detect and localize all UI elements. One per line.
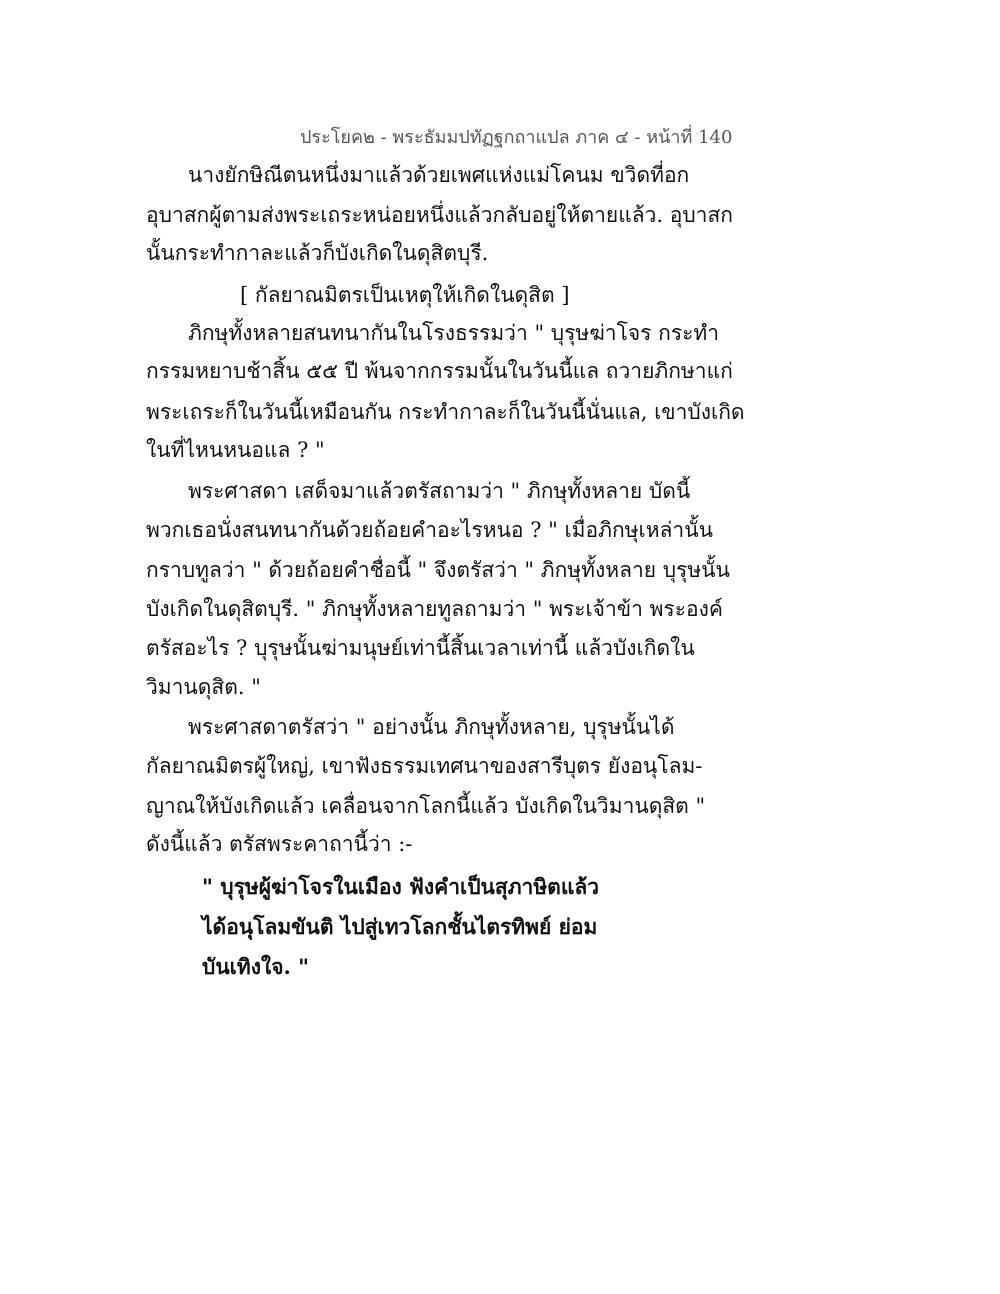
paragraph-line: กราบทูลว่า " ด้วยถ้อยคำชื่อนี้ " จึงตรัสว่า " ภิกษุทั้งหลาย บุรุษนั้น (146, 558, 730, 582)
paragraph-line: พระศาสดาตรัสว่า " อย่างนั้น ภิกษุทั้งหลาย, บุรุษนั้นได้ (188, 715, 675, 739)
running-header: ประโยค๒ - พระธัมมปทัฏฐกถาแปล ภาค ๔ - หน้าที่ 140 (300, 127, 733, 148)
paragraph-line: ตรัสอะไร ? บุรุษนั้นฆ่ามนุษย์เท่านี้สิ้นเวลาเท่านี้ แล้วบังเกิดใน (146, 636, 695, 660)
paragraph-line: นางยักษิณีตนหนึ่งมาแล้วด้วยเพศแห่งแม่โคนม ขวิดที่อก (188, 163, 690, 187)
paragraph-line: วิมานดุสิต. " (146, 675, 261, 699)
paragraph-line: กรรมหยาบช้าสิ้น ๕๕ ปี พ้นจากกรรมนั้นในวันนี้แล ถวายภิกษาแก่ (146, 359, 733, 383)
paragraph-line: กัลยาณมิตรผู้ใหญ่, เขาฟังธรรมเทศนาของสารีบุตร ยังอนุโลม- (146, 754, 703, 778)
paragraph-line: ดังนี้แล้ว ตรัสพระคาถานี้ว่า :- (146, 832, 413, 856)
verse-line: " บุรุษผู้ฆ่าโจรในเมือง ฟังคำเป็นสุภาษิตแล้ว (202, 874, 600, 899)
paragraph-line: บังเกิดในดุสิตบุรี. " ภิกษุทั้งหลายทูลถามว่า " พระเจ้าข้า พระองค์ (146, 597, 723, 621)
paragraph-line: ญาณให้บังเกิดแล้ว เคลื่อนจากโลกนี้แล้ว บังเกิดในวิมานดุสิต " (146, 794, 706, 818)
paragraph-line: ภิกษุทั้งหลายสนทนากันในโรงธรรมว่า " บุรุษฆ่าโจร กระทำ (188, 321, 720, 345)
paragraph-line: ในที่ไหนหนอแล ? " (146, 438, 325, 462)
paragraph-line: อุบาสกผู้ตามส่งพระเถระหน่อยหนึ่งแล้วกลับอยู่ให้ตายแล้ว. อุบาสก (146, 203, 734, 227)
verse-line: บันเทิงใจ. " (202, 954, 310, 979)
section-heading: [ กัลยาณมิตรเป็นเหตุให้เกิดในดุสิต ] (240, 283, 570, 307)
paragraph-line: พวกเธอนั่งสนทนากันด้วยถ้อยคำอะไรหนอ ? " เมื่อภิกษุเหล่านั้น (146, 518, 713, 542)
paragraph-line: พระเถระก็ในวันนี้เหมือนกัน กระทำกาละก็ในวันนี้นั่นแล, เขาบังเกิด (146, 400, 745, 424)
verse-line: ได้อนุโลมขันติ ไปสู่เทวโลกชั้นไตรทิพย์ ย่อม (202, 914, 598, 939)
paragraph-line: พระศาสดา เสด็จมาแล้วตรัสถามว่า " ภิกษุทั้งหลาย บัดนี้ (188, 479, 691, 503)
paragraph-line: นั้นกระทำกาละแล้วก็บังเกิดในดุสิตบุรี. (146, 241, 489, 265)
